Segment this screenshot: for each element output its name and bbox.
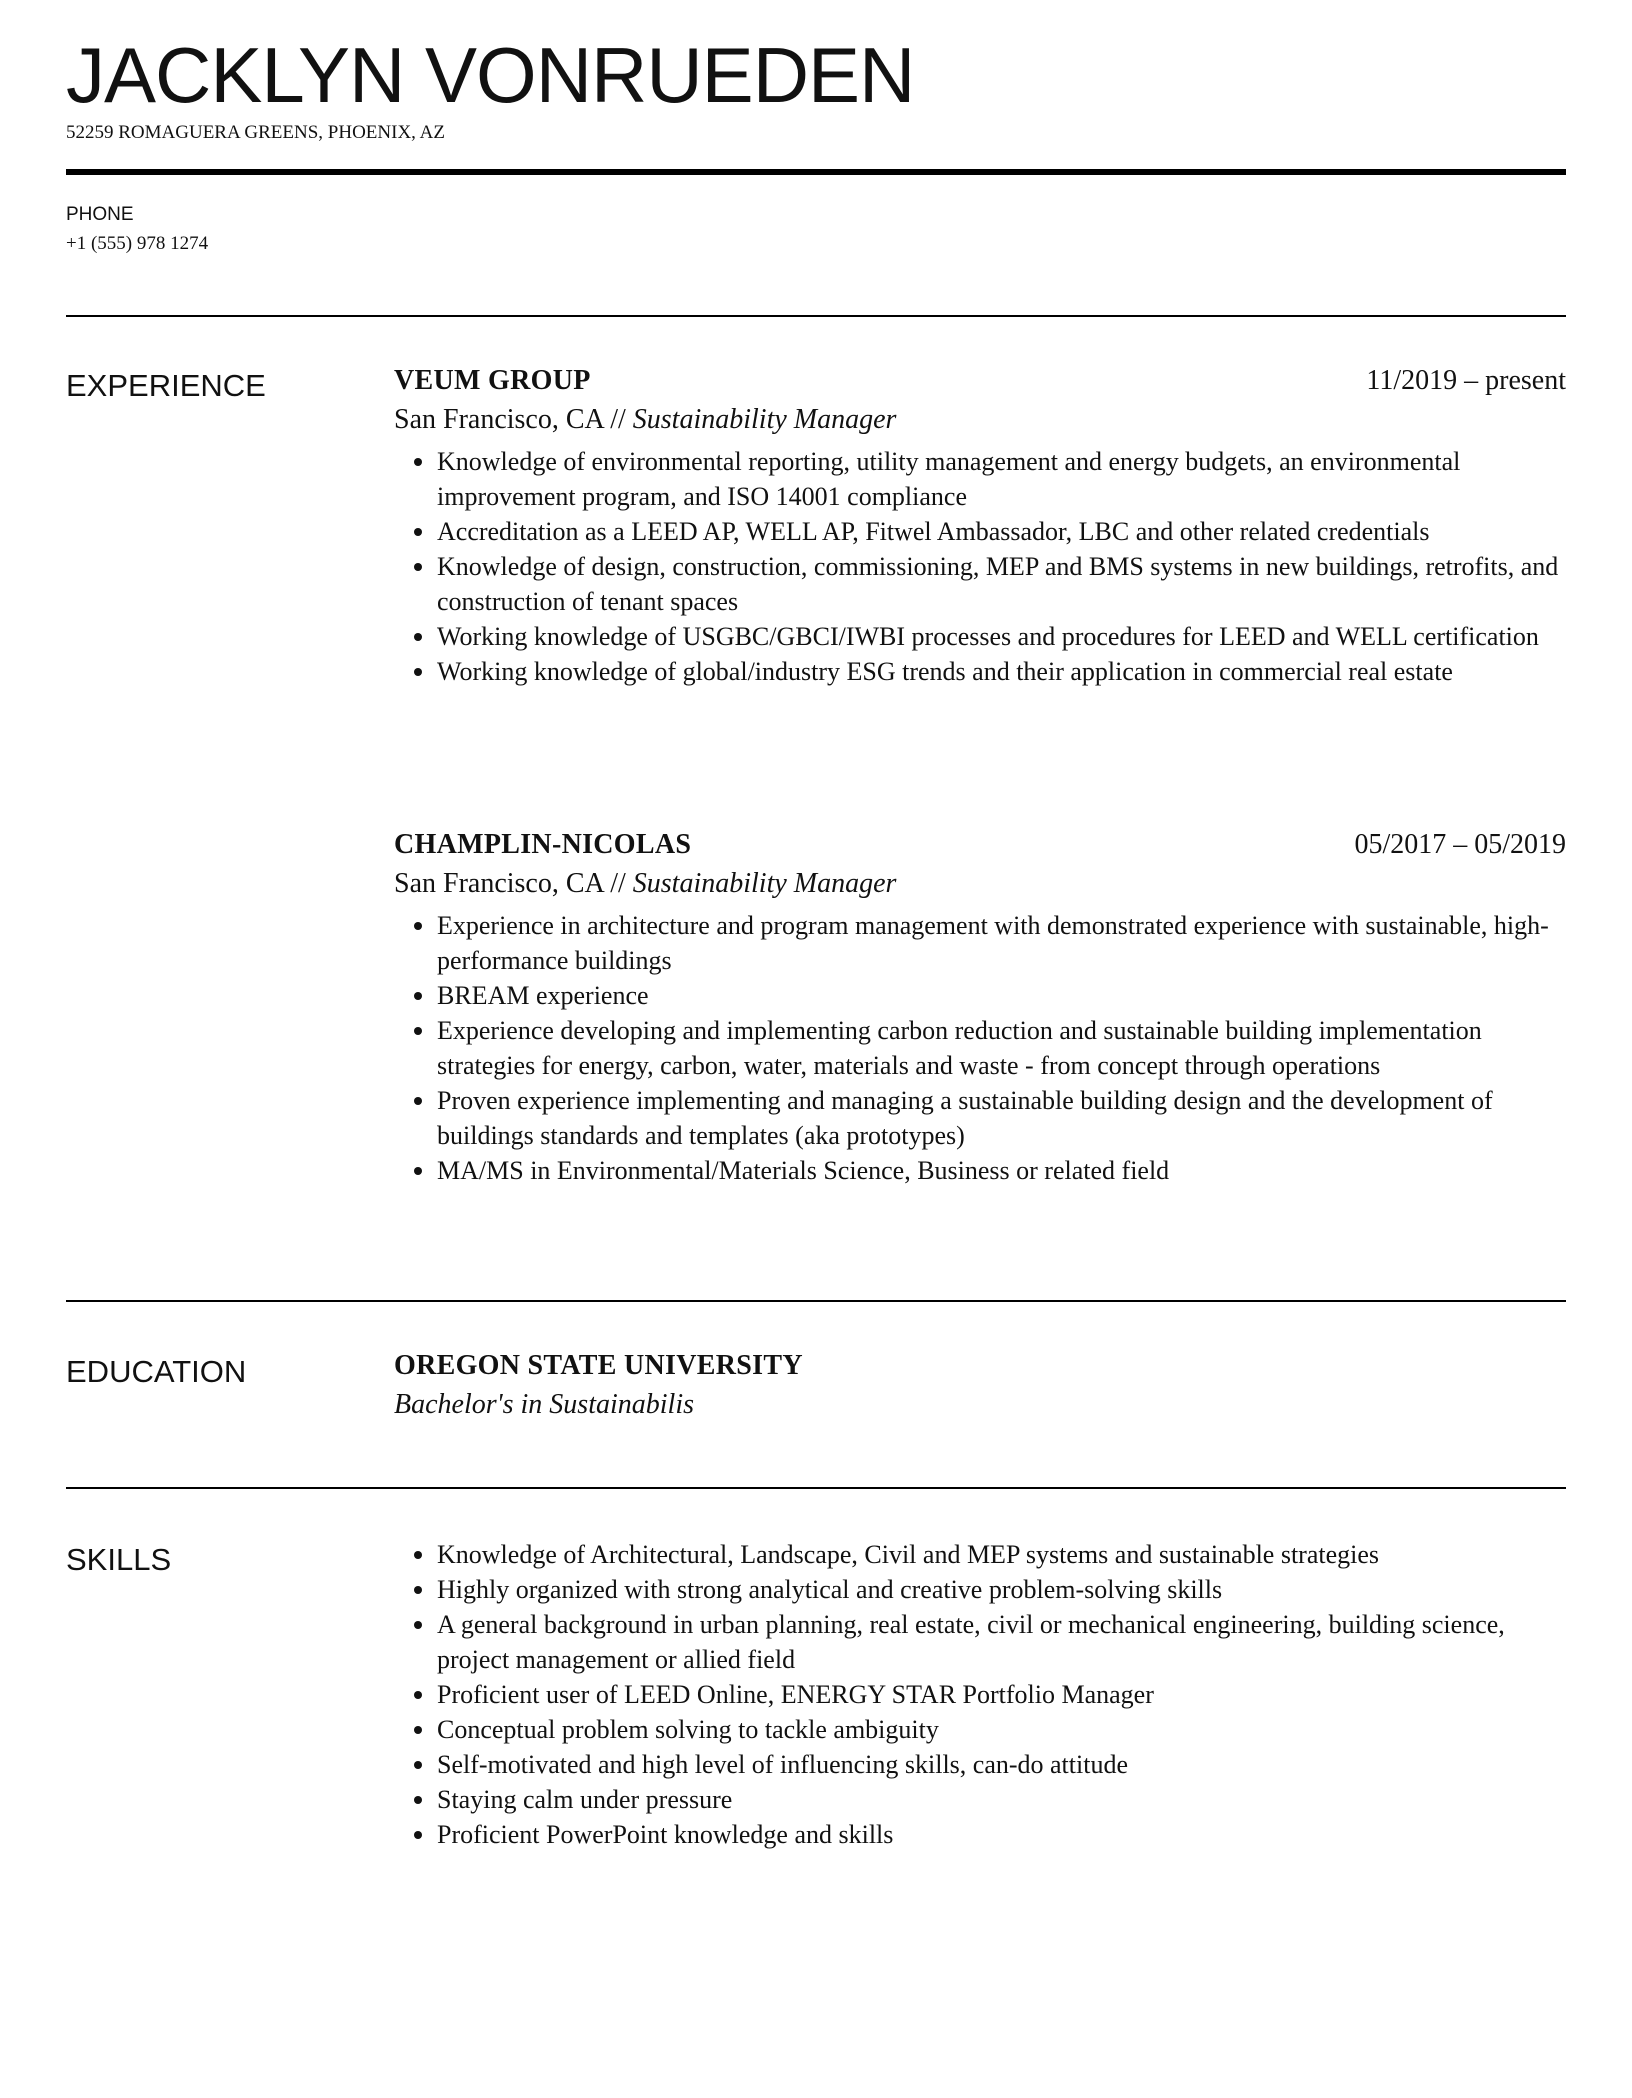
candidate-name: JACKLYN VONRUEDEN: [66, 31, 915, 119]
header-divider: [66, 169, 1566, 175]
section-divider-experience: [66, 315, 1566, 317]
job-bullet: BREAM experience: [437, 978, 1566, 1013]
job-bullet: Experience in architecture and program management with demonstrated experience with sustainable, high-performance buildings: [437, 908, 1566, 978]
job-bullet: Knowledge of design, construction, commissioning, MEP and BMS systems in new buildings, retrofits, and construction of tenant spaces: [437, 549, 1566, 619]
skill-item: Conceptual problem solving to tackle ambiguity: [437, 1712, 1566, 1747]
job-entry: [394, 362, 1566, 689]
skills-entry: [394, 1537, 1566, 1852]
candidate-address: 52259 ROMAGUERA GREENS, PHOENIX, AZ: [66, 122, 445, 143]
job-bullet: Working knowledge of USGBC/GBCI/IWBI processes and procedures for LEED and WELL certification: [437, 619, 1566, 654]
skill-item: Proficient PowerPoint knowledge and skills: [437, 1817, 1566, 1852]
job-bullet: Experience developing and implementing carbon reduction and sustainable building implementation strategies for energy, carbon, water, materials and waste - from concept through operations: [437, 1013, 1566, 1083]
job-subline: [394, 400, 1566, 440]
job-bullets: [394, 444, 1566, 689]
job-location: San Francisco, CA: [394, 868, 604, 899]
education-degree: Bachelor's in Sustainabilis: [394, 1389, 694, 1420]
skill-item: Self-motivated and high level of influencing skills, can-do attitude: [437, 1747, 1566, 1782]
job-bullet: Proven experience implementing and managing a sustainable building design and the development of buildings standards and templates (aka prototypes): [437, 1083, 1566, 1153]
job-separator: //: [603, 868, 633, 899]
job-bullet: Accreditation as a LEED AP, WELL AP, Fitwel Ambassador, LBC and other related credentials: [437, 514, 1566, 549]
section-title-skills: SKILLS: [66, 1542, 172, 1577]
section-title-experience: EXPERIENCE: [66, 368, 266, 403]
job-role: Sustainability Manager: [632, 868, 897, 899]
skills-list: [394, 1537, 1566, 1852]
education-entry: [394, 1347, 1566, 1425]
section-divider-skills: [66, 1487, 1566, 1489]
skill-item: Proficient user of LEED Online, ENERGY STAR Portfolio Manager: [437, 1677, 1566, 1712]
skill-item: Knowledge of Architectural, Landscape, Civil and MEP systems and sustainable strategies: [437, 1537, 1566, 1572]
job-header: [394, 362, 1566, 400]
phone-label: PHONE: [66, 204, 134, 225]
job-location: San Francisco, CA: [394, 404, 604, 435]
education-header: [394, 1347, 1566, 1385]
job-dates: 11/2019 – present: [1366, 365, 1566, 396]
job-company: CHAMPLIN-NICOLAS: [394, 829, 692, 860]
section-divider-education: [66, 1300, 1566, 1302]
skill-item: Highly organized with strong analytical and creative problem-solving skills: [437, 1572, 1566, 1607]
job-role: Sustainability Manager: [632, 404, 897, 435]
job-company: VEUM GROUP: [394, 365, 591, 396]
job-separator: //: [603, 404, 633, 435]
job-bullets: [394, 908, 1566, 1188]
job-subline: [394, 864, 1566, 904]
education-school: OREGON STATE UNIVERSITY: [394, 1350, 803, 1381]
job-header: [394, 826, 1566, 864]
job-entry: [394, 826, 1566, 1188]
job-bullet: Working knowledge of global/industry ESG trends and their application in commercial real estate: [437, 654, 1566, 689]
job-bullet: MA/MS in Environmental/Materials Science, Business or related field: [437, 1153, 1566, 1188]
phone-value: +1 (555) 978 1274: [66, 233, 209, 254]
job-dates: 05/2017 – 05/2019: [1354, 829, 1566, 860]
skill-item: A general background in urban planning, real estate, civil or mechanical engineering, building science, project management or allied field: [437, 1607, 1566, 1677]
section-title-education: EDUCATION: [66, 1354, 247, 1389]
skill-item: Staying calm under pressure: [437, 1782, 1566, 1817]
job-bullet: Knowledge of environmental reporting, utility management and energy budgets, an environmental improvement program, and ISO 14001 compliance: [437, 444, 1566, 514]
